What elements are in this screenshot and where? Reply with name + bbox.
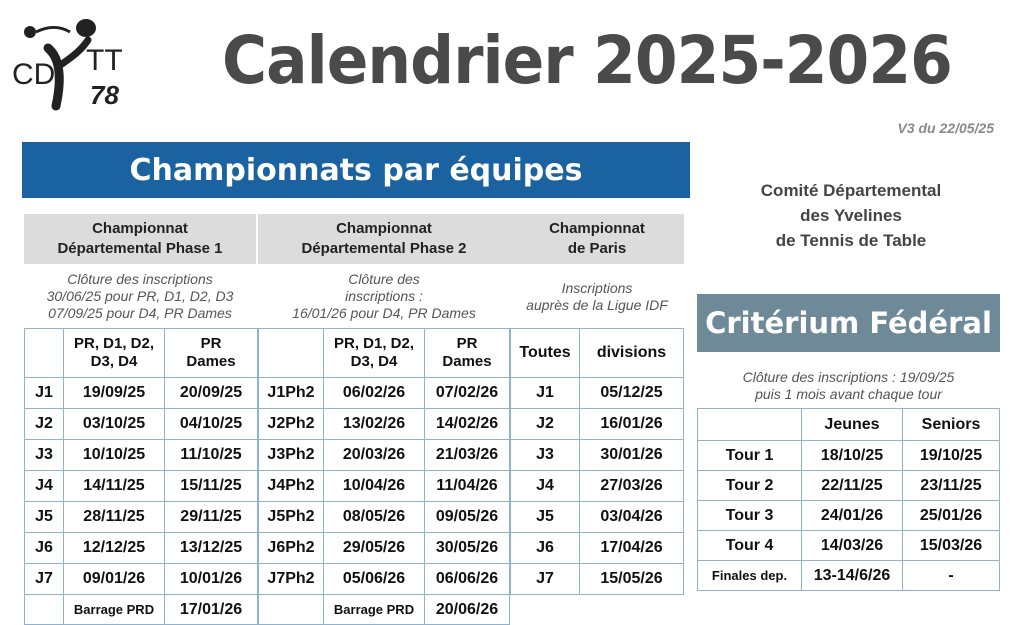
criterium-cell-a: 22/11/25 [802,471,903,501]
paris-cell-a: 30/01/26 [580,440,684,471]
phase1-cell-label: J3 [25,440,64,471]
phase1-col2-header [165,329,258,378]
criterium-cell-label: Tour 3 [698,501,802,531]
paris-col2-header: divisions [580,329,684,378]
phase1-table [24,328,258,625]
paris-note-line1: Inscriptions [561,280,633,296]
paris-cell-label: J3 [511,440,580,471]
paris-row [511,378,684,409]
phase1-barrage-row [25,595,258,625]
criterium-cell-a: 18/10/25 [802,441,903,471]
team-championships-banner: Championnats par équipes [22,142,690,198]
criterium-cell-b: 23/11/25 [903,471,1000,501]
logo-78-text: 78 [90,80,119,110]
phase2-row [259,533,510,564]
phase2-barrage-date: 20/06/26 [425,595,510,625]
committee-name [706,178,996,253]
phase2-cell-a: 13/02/26 [324,409,425,440]
phase2-col1-header [324,329,425,378]
paris-cell-a: 15/05/26 [580,564,684,595]
phase1-barrage-empty [25,595,64,625]
phase2-cell-a: 06/02/26 [324,378,425,409]
criterium-cell-label: Tour 1 [698,441,802,471]
criterium-cell-a: 14/03/26 [802,531,903,561]
paris-col1-header: Toutes [511,329,580,378]
page-title: Calendrier 2025-2026 [222,22,952,99]
paris-note [510,280,684,314]
criterium-note-line1: Clôture des inscriptions : 19/09/25 [742,369,955,385]
phase1-cell-b: 10/01/26 [165,564,258,595]
criterium-cell-a: 13-14/6/26 [802,561,903,591]
phase1-col1-line1: PR, D1, D2, [73,335,155,352]
paris-row [511,564,684,595]
phase1-cell-label: J6 [25,533,64,564]
paris-cell-a: 27/03/26 [580,471,684,502]
phase1-row [25,409,258,440]
paris-cell-a: 16/01/26 [580,409,684,440]
phase1-col2-line1: PR [200,335,222,352]
criterium-row [698,471,1000,501]
phase2-col2-line1: PR [456,335,478,352]
phase1-note-line2: 30/06/25 pour PR, D1, D2, D3 [46,288,234,304]
phase1-cell-a: 19/09/25 [64,378,165,409]
phase2-row [259,471,510,502]
phase2-row [259,502,510,533]
paris-note-line2: auprès de la Ligue IDF [526,297,668,313]
paris-header-row [511,329,684,378]
phase1-cell-label: J5 [25,502,64,533]
phase1-barrage-date: 17/01/26 [165,595,258,625]
criterium-row [698,531,1000,561]
criterium-note-line2: puis 1 mois avant chaque tour [755,386,942,402]
paris-row [511,409,684,440]
phase1-cell-label: J2 [25,409,64,440]
phase2-cell-label: J3Ph2 [259,440,324,471]
phase1-row [25,471,258,502]
phase2-cell-a: 10/04/26 [324,471,425,502]
phase2-header [258,214,510,264]
phase2-cell-label: J2Ph2 [259,409,324,440]
criterium-cell-b: 19/10/25 [903,441,1000,471]
criterium-cell-b: - [903,561,1000,591]
phase2-cell-label: J1Ph2 [259,378,324,409]
phase2-cell-b: 30/05/26 [425,533,510,564]
phase2-barrage-empty [259,595,324,625]
phase1-cell-a: 10/10/25 [64,440,165,471]
paris-table [510,328,684,595]
phase2-row [259,409,510,440]
phase1-cell-label: J4 [25,471,64,502]
criterium-row [698,501,1000,531]
phase2-cell-b: 07/02/26 [425,378,510,409]
phase1-col1-line2: D3, D4 [90,353,138,370]
criterium-cell-label: Finales dep. [698,561,802,591]
phase2-cell-b: 09/05/26 [425,502,510,533]
phase1-note [24,271,256,322]
criterium-cell-label: Tour 2 [698,471,802,501]
criterium-banner: Critérium Fédéral [697,294,1000,352]
criterium-cell-b: 25/01/26 [903,501,1000,531]
phase2-col1-line1: PR, D1, D2, [333,335,415,352]
phase1-cell-b: 04/10/25 [165,409,258,440]
criterium-row [698,441,1000,471]
criterium-cell-b: 15/03/26 [903,531,1000,561]
paris-cell-a: 17/04/26 [580,533,684,564]
criterium-cell-a: 24/01/26 [802,501,903,531]
phase2-cell-b: 11/04/26 [425,471,510,502]
paris-cell-label: J1 [511,378,580,409]
phase1-note-line3: 07/09/25 pour D4, PR Dames [48,305,232,321]
paris-header-line1: Championnat [549,220,645,237]
phase2-col1-line2: D3, D4 [350,353,398,370]
phase1-cell-a: 03/10/25 [64,409,165,440]
phase1-row [25,564,258,595]
phase2-cell-a: 29/05/26 [324,533,425,564]
paris-cell-label: J7 [511,564,580,595]
phase2-cell-label: J5Ph2 [259,502,324,533]
paris-cell-a: 03/04/26 [580,502,684,533]
phase2-col2-line2: Dames [442,353,492,370]
phase2-cell-label: J6Ph2 [259,533,324,564]
phase2-row [259,564,510,595]
paris-cell-label: J5 [511,502,580,533]
phase1-header-line2: Départemental Phase 1 [57,240,223,257]
phase1-row [25,533,258,564]
phase1-col2-line2: Dames [186,353,236,370]
phase2-note-line2: inscriptions : [345,288,423,304]
phase1-row [25,378,258,409]
phase1-note-line1: Clôture des inscriptions [67,271,213,287]
phase1-cell-b: 29/11/25 [165,502,258,533]
logo-cd-text: CD [12,58,56,91]
paris-header-line2: de Paris [567,240,627,257]
phase2-note [258,271,510,322]
phase1-header-line1: Championnat [92,220,188,237]
phase1-cell-label: J1 [25,378,64,409]
phase1-cell-b: 13/12/25 [165,533,258,564]
phase2-cell-b: 21/03/26 [425,440,510,471]
paris-cell-label: J4 [511,471,580,502]
criterium-col1-header: Jeunes [802,409,903,441]
phase1-cell-b: 20/09/25 [165,378,258,409]
criterium-row [698,561,1000,591]
phase1-corner-cell [25,329,64,378]
phase1-cell-a: 12/12/25 [64,533,165,564]
phase1-cell-b: 15/11/25 [165,471,258,502]
criterium-header-row [698,409,1000,441]
criterium-corner-cell [698,409,802,441]
phase2-table [258,328,510,625]
phase2-cell-b: 14/02/26 [425,409,510,440]
phase2-barrage-row [259,595,510,625]
phase2-cell-label: J4Ph2 [259,471,324,502]
phase2-corner-cell [259,329,324,378]
phase1-row [25,440,258,471]
phase1-cell-a: 14/11/25 [64,471,165,502]
criterium-col2-header: Seniors [903,409,1000,441]
phase2-col2-header [425,329,510,378]
phase2-cell-label: J7Ph2 [259,564,324,595]
criterium-cell-label: Tour 4 [698,531,802,561]
phase2-cell-a: 20/03/26 [324,440,425,471]
phase1-barrage-label: Barrage PRD [64,595,165,625]
criterium-note [697,369,1000,403]
paris-row [511,533,684,564]
criterium-table [697,408,1000,591]
phase2-header-line2: Départemental Phase 2 [301,240,467,257]
paris-header [510,214,684,264]
paris-row [511,440,684,471]
paris-row [511,471,684,502]
phase2-cell-a: 08/05/26 [324,502,425,533]
committee-line3: de Tennis de Table [775,231,927,250]
paris-cell-a: 05/12/25 [580,378,684,409]
phase2-cell-a: 05/06/26 [324,564,425,595]
phase2-row [259,378,510,409]
phase1-cell-a: 28/11/25 [64,502,165,533]
phase2-barrage-label: Barrage PRD [324,595,425,625]
phase1-row [25,502,258,533]
version-label: V3 du 22/05/25 [897,120,994,136]
phase2-note-line1: Clôture des [348,271,420,287]
paris-cell-label: J2 [511,409,580,440]
phase1-cell-b: 11/10/25 [165,440,258,471]
committee-line2: des Yvelines [800,206,902,225]
cdtt78-logo [8,18,138,118]
phase2-note-line3: 16/01/26 pour D4, PR Dames [292,305,476,321]
committee-line1: Comité Départemental [760,181,942,200]
phase2-row [259,440,510,471]
phase2-header-row [259,329,510,378]
phase2-cell-b: 06/06/26 [425,564,510,595]
phase1-header [24,214,256,264]
phase2-header-line1: Championnat [336,220,432,237]
paris-cell-label: J6 [511,533,580,564]
phase1-col1-header [64,329,165,378]
phase1-header-row [25,329,258,378]
paris-row [511,502,684,533]
logo-tt-text: TT [86,44,123,77]
phase1-cell-a: 09/01/26 [64,564,165,595]
phase1-cell-label: J7 [25,564,64,595]
